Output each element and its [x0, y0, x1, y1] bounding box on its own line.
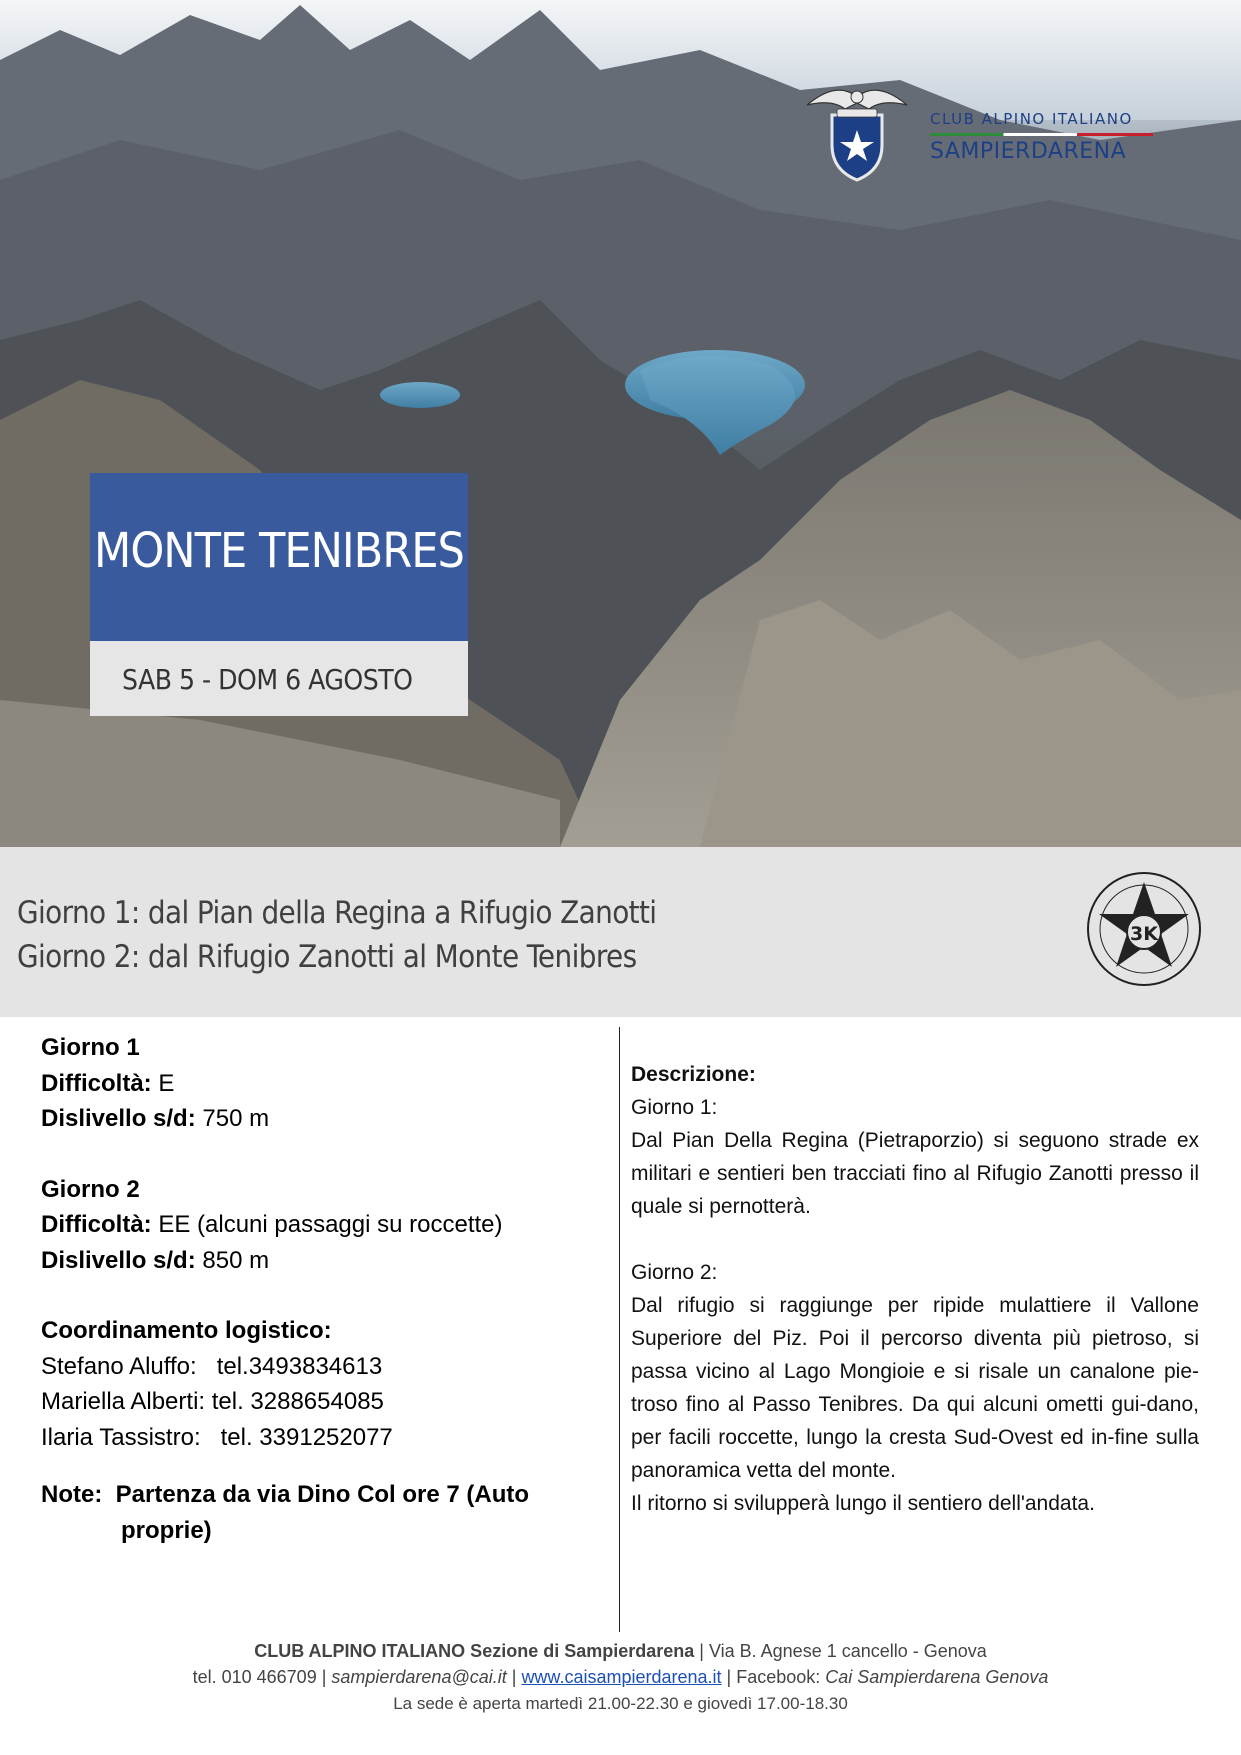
italian-flag-stripe — [930, 133, 1153, 136]
badge-label: 3K — [1130, 923, 1158, 945]
footer-email[interactable]: sampierdarena@cai.it — [331, 1667, 507, 1687]
description-day2-label: Giorno 2: — [631, 1261, 718, 1284]
footer-line2: tel. 010 466709 | sampierdarena@cai.it | www.caisampierdarena.it | Facebook: Cai Sampierdarena Genova — [192, 1667, 1049, 1687]
day2-difficulty: Difficoltà: EE (alcuni passaggi su roccette) — [41, 1211, 503, 1238]
footer-website-link[interactable]: www.caisampierdarena.it — [521, 1667, 722, 1687]
contact-item: Mariella Alberti: tel. 3288654085 — [41, 1388, 384, 1415]
day1-heading: Giorno 1 — [41, 1034, 140, 1061]
note-line: Note: Partenza da via Dino Col ore 7 (Auto — [41, 1481, 530, 1508]
coordination-heading: Coordinamento logistico: — [41, 1317, 332, 1344]
title-box — [90, 473, 468, 641]
column-divider — [619, 1027, 620, 1632]
day1-elevation: Dislivello s/d: 750 m — [41, 1105, 270, 1132]
day1-difficulty: Difficoltà: E — [41, 1069, 175, 1097]
page-title: MONTE TENIBRES — [94, 523, 464, 579]
description-heading: Descrizione: — [631, 1063, 756, 1086]
trip-details — [41, 1030, 601, 1548]
note-line-cont: proprie) — [121, 1516, 212, 1544]
footer-org: CLUB ALPINO ITALIANO Sezione di Sampierdarena — [254, 1641, 695, 1661]
day2-heading: Giorno 2 — [41, 1175, 140, 1203]
description — [631, 1058, 1199, 1520]
description-day1-label: Giorno 1: — [631, 1096, 718, 1119]
footer-line1 — [0, 1641, 1241, 1662]
itinerary-band — [0, 847, 1241, 1017]
contact-item: Ilaria Tassistro: tel. 3391252077 — [41, 1423, 393, 1451]
footer-facebook[interactable]: Cai Sampierdarena Genova — [825, 1667, 1049, 1687]
footer-address: | Via B. Agnese 1 cancello - Genova — [694, 1641, 987, 1661]
hero-photo — [0, 0, 1241, 847]
itinerary-day1: Giorno 1: dal Pian della Regina a Rifugio Zanotti — [17, 895, 657, 931]
description-day1-text: Dal Pian Della Regina (Pietraporzio) si seguono strade ex militari e sentieri ben tracciati fino al Rifugio Zanotti presso il quale si pernotterà. — [631, 1129, 1199, 1218]
description-return-text: Il ritorno si svilupperà lungo il sentiero dell'andata. — [631, 1492, 1095, 1515]
day2-elevation: Dislivello s/d: 850 m — [41, 1246, 270, 1274]
date-box — [90, 641, 468, 716]
cai-emblem-icon — [797, 75, 917, 185]
event-date: SAB 5 - DOM 6 AGOSTO — [122, 663, 413, 696]
contact-item: Stefano Aluffo: tel.3493834613 — [41, 1352, 383, 1380]
logo-section-name: SAMPIERDARENA — [930, 139, 1127, 164]
itinerary-day2: Giorno 2: dal Rifugio Zanotti al Monte Tenibres — [17, 939, 637, 975]
footer-tel: tel. 010 466709 | — [192, 1667, 332, 1687]
description-day2-text: Dal rifugio si raggiunge per ripide mulattiere il Vallone Superiore del Piz. Poi il percorso diventa più pietroso, si passa vicino al Lago Mongioie e si risale un canalone pie-troso fino al Passo Tenibres. Da qui alcuni ometti gui-dano, per facili roccette, lungo la cresta Sud-Ovest ed in-fine sulla panoramica vetta del monte. — [631, 1294, 1199, 1482]
3k-badge-icon — [1083, 868, 1205, 990]
footer-hours: La sede è aperta martedì 21.00-22.30 e giovedì 17.00-18.30 — [393, 1694, 848, 1713]
logo-title: CLUB ALPINO ITALIANO — [930, 110, 1133, 128]
